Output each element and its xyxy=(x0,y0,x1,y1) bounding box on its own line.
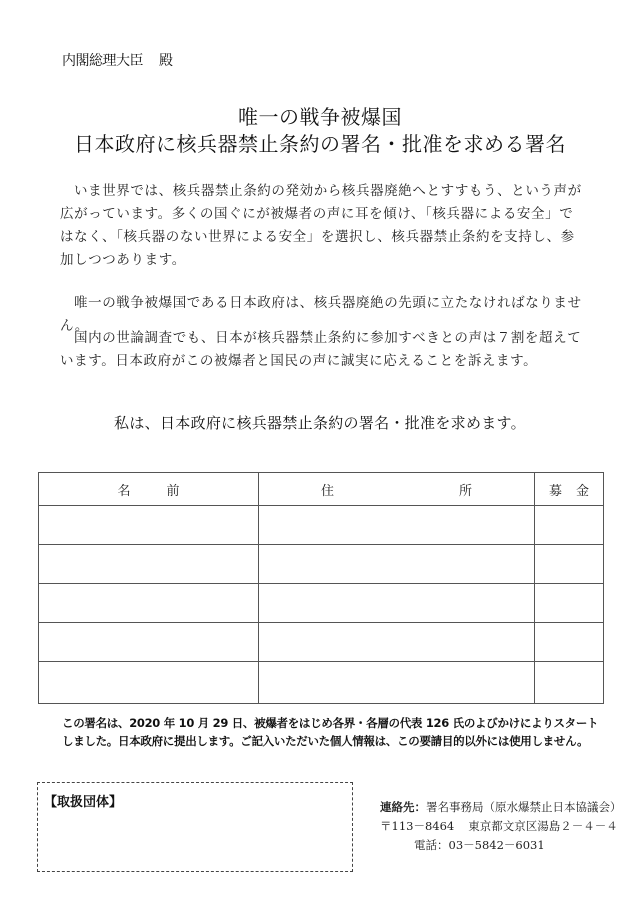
contact-office: 署名事務局（原水爆禁止日本協議会） xyxy=(426,800,622,814)
contact-postal: 〒113－8464 xyxy=(380,819,455,833)
organization-box[interactable] xyxy=(37,782,353,872)
table-row xyxy=(39,506,604,545)
address-field[interactable] xyxy=(259,623,535,662)
paragraph-text: 唯一の戦争被爆国である日本政府は、核兵器廃絶の先頭に立たなければなりません。 xyxy=(60,295,582,334)
header-donation-char1: 募 xyxy=(548,483,562,499)
signature-table xyxy=(38,472,604,704)
contact-label: 連絡先： xyxy=(380,800,426,814)
table-row xyxy=(39,662,604,704)
donation-field[interactable] xyxy=(535,584,604,623)
header-address-char1: 住 xyxy=(321,483,335,499)
organization-label: 【取扱団体】 xyxy=(44,795,123,810)
name-field[interactable] xyxy=(39,506,259,545)
name-field[interactable] xyxy=(39,662,259,704)
address-field[interactable] xyxy=(259,545,535,584)
header-address-char2: 所 xyxy=(458,483,472,499)
contact-address: 東京都文京区湯島２－４－４ xyxy=(468,819,618,833)
table-row xyxy=(39,584,604,623)
donation-field[interactable] xyxy=(535,506,604,545)
table-header-row xyxy=(39,473,604,506)
contact-line2 xyxy=(380,817,622,836)
table-row xyxy=(39,545,604,584)
page-title-line2: 日本政府に核兵器禁止条約の署名・批准を求める署名 xyxy=(74,132,566,156)
donation-field[interactable] xyxy=(535,545,604,584)
paragraph-text: いま世界では、核兵器禁止条約の発効から核兵器廃絶へとすすもう、という声が広がっています。多くの国ぐにが被爆者の声に耳を傾け、「核兵器による安全」ではなく、「核兵器のない世界による安全」を選択し、核兵器禁止条約を支持し、参加しつつあります。 xyxy=(60,183,582,268)
header-address xyxy=(259,473,535,506)
page-title-line1: 唯一の戦争被爆国 xyxy=(238,105,402,129)
declaration: 私は、日本政府に核兵器禁止条約の署名・批准を求めます。 xyxy=(114,414,526,432)
name-field[interactable] xyxy=(39,623,259,662)
footnote xyxy=(62,714,622,750)
addressee-honorific: 殿 xyxy=(159,53,173,69)
contact-info xyxy=(380,798,622,855)
body-paragraph-1 xyxy=(60,180,585,272)
header-name xyxy=(39,473,259,506)
name-field[interactable] xyxy=(39,584,259,623)
contact-phone: 電話：03－5842－6031 xyxy=(414,838,545,852)
header-donation-char2: 金 xyxy=(576,483,590,499)
donation-field[interactable] xyxy=(535,662,604,704)
body-paragraph-3 xyxy=(60,327,585,373)
address-field[interactable] xyxy=(259,584,535,623)
header-name-char2: 前 xyxy=(166,483,180,499)
footnote-line2: しました。日本政府に提出します。ご記入いただいた個人情報は、この要請目的以外には使用しません。 xyxy=(62,734,589,748)
contact-line1 xyxy=(380,798,622,817)
paragraph-text: 国内の世論調査でも、日本が核兵器禁止条約に参加すべきとの声は７割を超えています。日本政府がこの被爆者と国民の声に誠実に応えることを訴えます。 xyxy=(60,330,582,369)
address-field[interactable] xyxy=(259,506,535,545)
donation-field[interactable] xyxy=(535,623,604,662)
address-field[interactable] xyxy=(259,662,535,704)
header-donation xyxy=(535,473,604,506)
table-row xyxy=(39,623,604,662)
addressee-name: 内閣総理大臣 xyxy=(62,53,143,69)
header-name-char1: 名 xyxy=(117,483,131,499)
footnote-line1: この署名は、2020 年 10 月 29 日、被爆者をはじめ各界・各層の代表 126 氏のよびかけによりスタート xyxy=(62,716,599,730)
addressee xyxy=(62,50,173,70)
name-field[interactable] xyxy=(39,545,259,584)
